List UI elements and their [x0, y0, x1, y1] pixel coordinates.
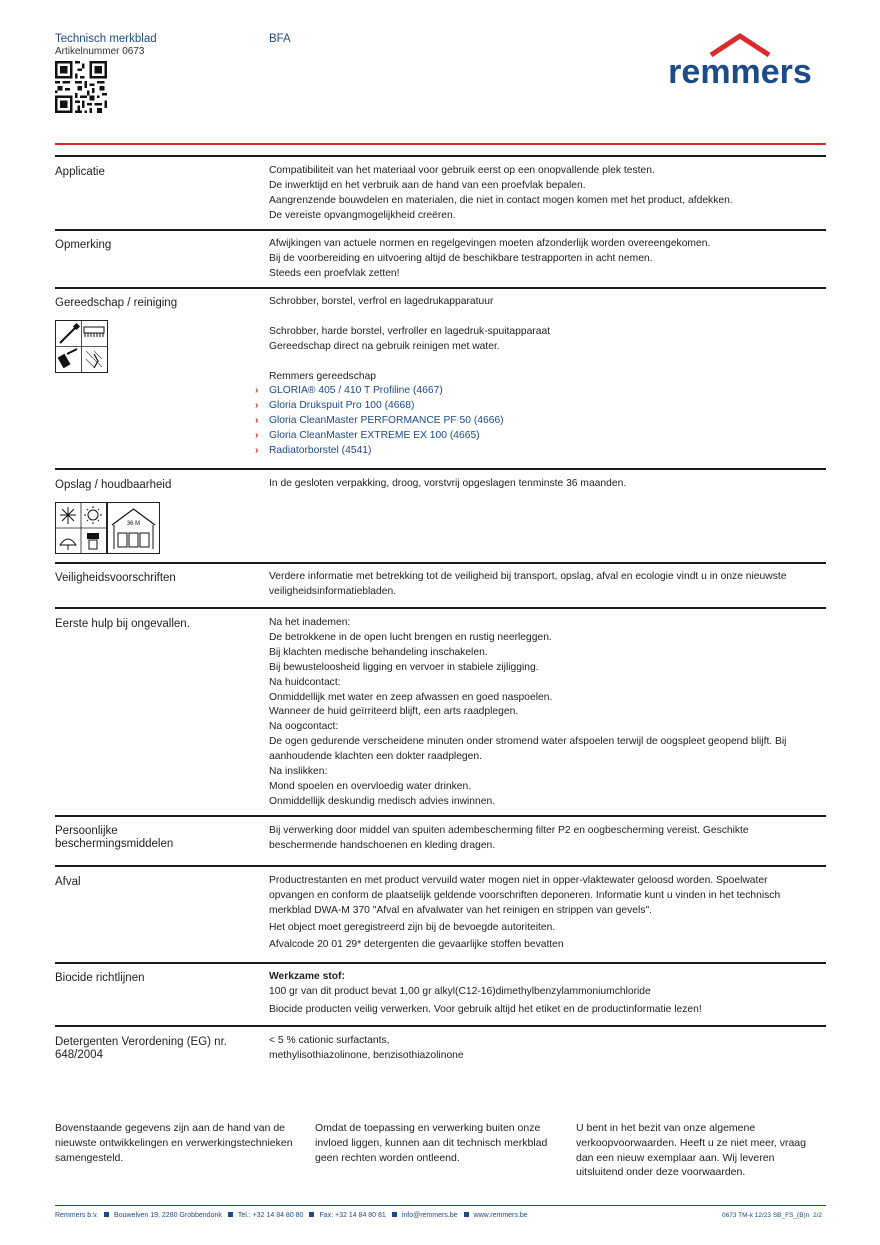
tool-link-label: Radiatorborstel (4541) — [269, 445, 372, 457]
company-name: Remmers b.v. — [55, 1212, 99, 1219]
text-line: Bij de voorbereiding en uitvoering altijd de beschikbare testrapporten in acht nemen. — [269, 252, 653, 264]
storage-building-icon — [107, 502, 160, 554]
text-line: Productrestanten en met product vervuild water mogen niet in opper-vlaktewater geloosd worden. Spoelwater — [269, 875, 768, 886]
header-red-rule — [55, 143, 826, 145]
section-content-veiligheid — [269, 570, 825, 600]
label-line: beschermingsmiddelen — [55, 838, 174, 850]
text-line: Afwijkingen van actuele normen en regelgevingen moeten afzonderlijk worden overeengekomen. — [269, 238, 711, 249]
section-label-persoonlijke — [55, 825, 255, 851]
text-line: De ogen gedurende verscheidene minuten onder stromend water afspoelen terwijl de oogspleet geopend blijft. Bij — [269, 736, 787, 748]
product-code: BFA — [269, 33, 291, 45]
section-content-eerste-hulp — [269, 616, 825, 810]
chevron-right-icon: › — [255, 430, 259, 442]
section-divider — [55, 562, 826, 564]
text-line: Mond spoelen en overvloedig water drinken. — [269, 780, 472, 792]
text-line: In de gesloten verpakking, droog, vorstvrij opgeslagen tenminste 36 maanden. — [269, 478, 627, 489]
tool-link[interactable] — [255, 399, 825, 414]
label-line: 648/2004 — [55, 1049, 103, 1061]
label-line: Persoonlijke — [55, 825, 118, 837]
section-label-gereedschap: Gereedschap / reiniging — [55, 297, 178, 309]
square-bullet-icon — [104, 1212, 109, 1217]
text-line: opvangen en conform de plaatselijk geldende voorschriften deponeren. Informatie kunt u vinden in het technisch — [269, 889, 781, 901]
chevron-right-icon: › — [255, 400, 259, 412]
brand-name: remmers — [668, 53, 812, 88]
section-label-afval: Afval — [55, 876, 81, 888]
text-line: Aangrenzende bouwdelen en materialen, die niet in contact mogen komen met het product, afdekken. — [269, 194, 733, 206]
tool-link[interactable] — [255, 414, 825, 429]
text-line: aanhoudende klachten een dokter raadplegen. — [269, 751, 482, 763]
section-content-opmerking — [269, 237, 825, 282]
square-bullet-icon — [464, 1212, 469, 1217]
company-address: Bouwelven 19, 2280 Grobbendonk — [114, 1212, 222, 1219]
text-line: Compatibiliteit van het materiaal voor gebruik eerst op een onopvallende plek testen. — [269, 165, 655, 176]
text-line: merkblad DWA-M 370 "Afval en afvalwater van het reinigen en strippen van gevels". — [269, 904, 652, 916]
tool-link[interactable] — [255, 429, 825, 444]
chevron-right-icon: › — [255, 385, 259, 397]
chevron-right-icon: › — [255, 445, 259, 457]
document-title: Technisch merkblad — [55, 33, 157, 45]
footer-doc-ref — [722, 1212, 822, 1219]
text-line: Na oogcontact: — [269, 721, 339, 733]
section-content-afval — [269, 874, 825, 953]
company-phone: Tel.: +32 14 84 80 80 — [237, 1212, 304, 1219]
text-line: < 5 % cationic surfactants, — [269, 1035, 390, 1046]
section-label-eerste-hulp: Eerste hulp bij ongevallen. — [55, 618, 190, 630]
company-email-link[interactable]: info@remmers.be — [401, 1212, 458, 1219]
section-divider — [55, 865, 826, 867]
disclaimer-note-1: Bovenstaande gegevens zijn aan de hand van de nieuwste ontwikkelingen en verwerkingstechnieken samengesteld. — [55, 1122, 293, 1164]
section-divider — [55, 607, 826, 609]
biocide-heading: Werkzame stof: — [269, 971, 345, 982]
text-line: De betrokkene in de open lucht brengen en rustig neerleggen. — [269, 631, 552, 643]
company-fax: Fax: +32 14 84 80 81 — [319, 1212, 386, 1219]
page-number: 2/2 — [812, 1212, 822, 1219]
section-label-opmerking: Opmerking — [55, 239, 112, 251]
text-line: Verdere informatie met betrekking tot de veiligheid bij transport, opslag, afval en ecologie vindt u in onze nieuwste — [269, 571, 787, 582]
tool-link[interactable] — [255, 444, 825, 459]
section-label-applicatie: Applicatie — [55, 166, 105, 178]
text-line: Bij klachten medische behandeling inschakelen. — [269, 646, 488, 658]
text-line: Biocide producten veilig verwerken. Voor gebruik altijd het etiket en de productinformatie lezen! — [269, 1003, 702, 1015]
text-line: Het object moet geregistreerd zijn bij de bevoegde autoriteiten. — [269, 921, 556, 933]
section-content-applicatie — [269, 164, 825, 224]
footer-rule — [55, 1205, 826, 1206]
chevron-right-icon: › — [255, 415, 259, 427]
text-line: Onmiddellijk deskundig medisch advies inwinnen. — [269, 795, 496, 807]
section-content-biocide — [269, 970, 825, 1018]
section-label-veiligheid: Veiligheidsvoorschriften — [55, 572, 176, 584]
text-line: Bij verwerking door middel van spuiten adembescherming filter P2 en oogbescherming vereist. Geschikte — [269, 825, 749, 836]
section-divider — [55, 229, 826, 231]
text-line: Na huidcontact: — [269, 676, 341, 688]
disclaimer-note-3: U bent in het bezit van onze algemene verkoopvoorwaarden. Heeft u ze niet meer, vraag dan een nieuw exemplaar aan. Wij leveren uitsluitend onder deze voorwaarden. — [576, 1122, 806, 1179]
section-divider — [55, 468, 826, 470]
text-line: 100 gr van dit product bevat 1,00 gr alkyl(C12-16)dimethylbenzylammoniumchloride — [269, 985, 651, 997]
text-line: Wanneer de huid geïrriteerd blijft, een arts raadplegen. — [269, 706, 519, 718]
tool-brush-icon — [55, 320, 108, 373]
text-line: Gereedschap direct na gebruik reinigen met water. — [269, 340, 500, 352]
qr-code-icon — [55, 61, 107, 113]
text-line: beschermende handschoenen en kleding dragen. — [269, 839, 496, 851]
square-bullet-icon — [392, 1212, 397, 1217]
square-bullet-icon — [228, 1212, 233, 1217]
section-label-detergenten — [55, 1036, 265, 1062]
text-line: Na inslikken: — [269, 766, 328, 778]
text-line: De vereiste opvangmogelijkheid creëren. — [269, 209, 456, 221]
company-website-link[interactable]: www.remmers.be — [473, 1212, 528, 1219]
text-line: Afvalcode 20 01 29* detergenten die gevaarlijke stoffen bevatten — [269, 938, 564, 950]
article-number: Artikelnummer 0673 — [55, 46, 145, 57]
text-line: veiligheidsinformatiebladen. — [269, 585, 397, 597]
tool-link-label: Gloria Drukspuit Pro 100 (4668) — [269, 400, 415, 412]
text-line: Schrobber, harde borstel, verfroller en lagedruk-spuitapparaat — [269, 325, 551, 337]
section-divider — [55, 815, 826, 817]
tools-list — [255, 384, 825, 459]
section-divider — [55, 962, 826, 964]
document-reference: 0673 TM-k 12/23 SB_FS_(B)n — [722, 1212, 810, 1219]
text-line: Bij bewusteloosheid ligging en vervoer in stabiele zijligging. — [269, 661, 539, 673]
tool-link-label: GLORIA® 405 / 410 T Profiline (4667) — [269, 385, 443, 397]
tools-heading: Remmers gereedschap — [269, 370, 377, 382]
tool-link-label: Gloria CleanMaster PERFORMANCE PF 50 (4666) — [269, 415, 504, 427]
section-content-detergenten — [269, 1034, 825, 1064]
section-divider — [55, 155, 826, 157]
section-label-opslag: Opslag / houdbaarheid — [55, 479, 172, 491]
text-line: Na het inademen: — [269, 617, 351, 628]
storage-conditions-icon — [55, 502, 107, 554]
section-divider — [55, 287, 826, 289]
text-line: De inwerktijd en het verbruik aan de hand van een proefvlak bepalen. — [269, 179, 586, 191]
section-divider — [55, 1025, 826, 1027]
tool-link-label: Gloria CleanMaster EXTREME EX 100 (4665) — [269, 430, 480, 442]
shelf-life-label: 36 M — [126, 521, 141, 527]
square-bullet-icon — [309, 1212, 314, 1217]
section-content-gereedschap — [255, 295, 825, 459]
text-line: Steeds een proefvlak zetten! — [269, 267, 400, 279]
remmers-logo-icon — [655, 32, 825, 88]
tool-link[interactable] — [255, 384, 825, 399]
text-line: methylisothiazolinone, benzisothiazolinone — [269, 1049, 464, 1061]
disclaimer-note-2: Omdat de toepassing en verwerking buiten onze invloed liggen, kunnen aan dit technisch merkblad geen rechten worden ontleend. — [315, 1122, 548, 1164]
section-label-biocide: Biocide richtlijnen — [55, 972, 145, 984]
footer-contact — [55, 1212, 528, 1219]
section-content-persoonlijke — [269, 824, 825, 854]
text-line: Schrobber, borstel, verfrol en lagedrukapparatuur — [269, 296, 494, 307]
section-content-opslag — [269, 477, 825, 492]
label-line: Detergenten Verordening (EG) nr. — [55, 1036, 227, 1048]
text-line: Onmiddellijk met water en zeep afwassen en goed naspoelen. — [269, 691, 553, 703]
